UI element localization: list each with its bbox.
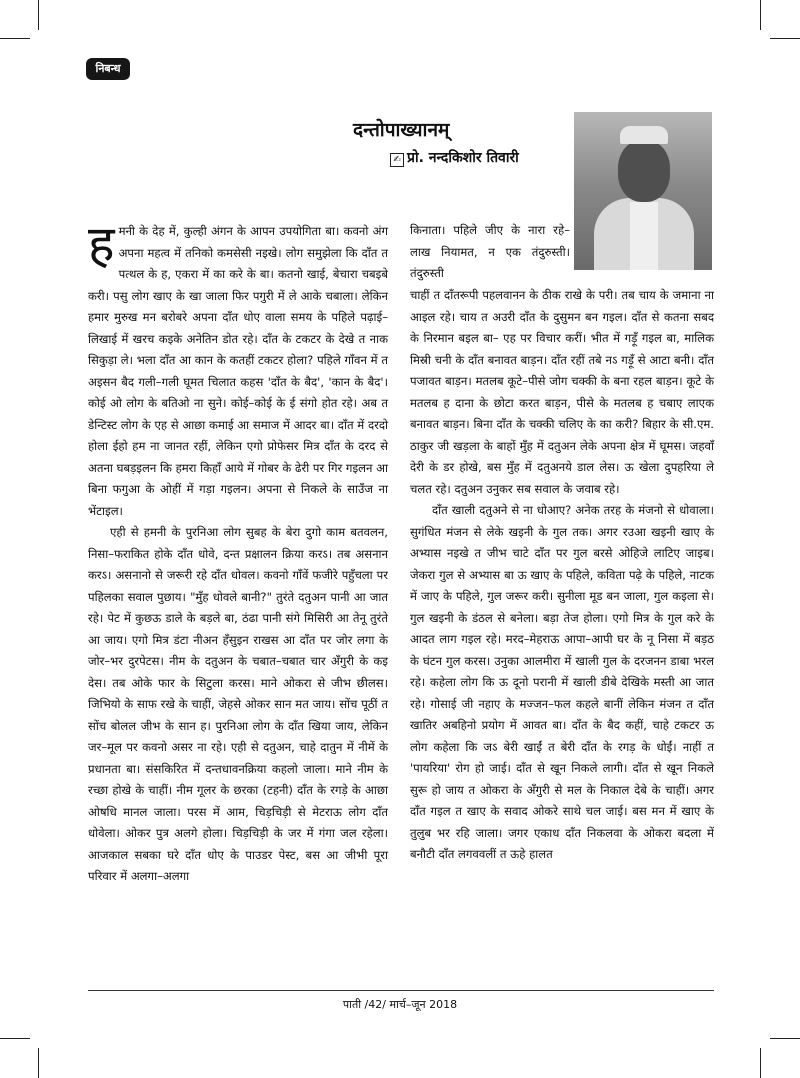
- body-paragraph: चाहीं त दाँतरूपी पहलवानन के ठीक राखे के परी। तब चाय के जमाना ना आइल रहे। चाय त अउरी दाँत के दुसुमन बन गइल। दाँत से कतना सबद के निरमान बइल बा– एह पर विचार करीं। भीत में गड़ूँ गइल बा, मालिक मिस्री चनी के दाँत बनावत बाड़न। दाँत रहीं तबे नऽ गड़ूँ से आटा बनी। दाँत पजावत बाड़न। मतलब कूटे–पीसे जोग चक्की के बना रहल बाड़न। कूटे के मतलब ह दाना के छोटा करत बाड़न, पीसे के मतलब ह चबाए लाएक बनावत बाड़न। बिना दाँत के चक्की चलिए के का करी? बिहार के सी.एम. ठाकुर जी खड़ला के बाहों मुँह में दतुअन लेके अपना क्षेत्र में घूमस। जहवाँ देरी के डर होखे, बस मुँह में दतुअनये डाल लेस। ऊ खेला दुपहरिया ले चलत रहे। दतुअन उनुकर सब सवाल के जवाब रहे।: [410, 288, 714, 496]
- footer-rule: [88, 990, 714, 991]
- crop-mark: [38, 1048, 39, 1078]
- crop-mark: [760, 1048, 761, 1078]
- crop-mark: [770, 38, 800, 39]
- crop-mark: [0, 1038, 30, 1039]
- drop-cap: ह: [88, 215, 115, 273]
- crop-mark: [760, 0, 761, 30]
- body-column-left: [88, 215, 388, 888]
- page-footer: पाती /42/ मार्च–जून 2018: [342, 998, 458, 1011]
- article-title: दन्तोपाख्यानम्: [353, 119, 450, 141]
- body-paragraph: दाँत खाली दतुअने से ना धोआए? अनेक तरह के मंजनो से धोवाला। सुगंधित मंजन से लेके खइनी के गुल तक। अगर रउआ खइनी खाए के अभ्यास नइखे त जीभ चाटे दाँत पर गुल बरसे ओहिजे लाटिए जाइब। जेकरा गुल से अभ्यास बा ऊ खाए के पहिले, कविता पढ़े के पहिले, नाटक में जाए के पहिले, गुल जरूर करी। सुनीला मूड बन जाला, गुल कइला से। गुल खइनी के डंठल से बनेला। बड़ा तेज होला। एगो मित्र के गुल करे के आदत लाग गइल रहे। मरद–मेहराऊ आपा–आपी घर के नू निसा में बड़ठ के घंटन गुल करस। उनुका आलमीरा में खाली गुल के दरजनन डाबा भरल रहे। कहेला लोग कि ऊ दूनो परानी में खाली डीबे देखिके मस्ती आ जात रहे। गोसाई जी नहाए के मज्जन–फल कहले बानीं लेकिन मंजन त दाँत खातिर अबहिनो प्रयोग में आवत बा। दाँत के बैद कहीं, चाहे टकटर ऊ लोग कहेला कि जऽ बेरी खाईं त बेरी दाँत के रगड़ के धोईं। नाहीं त 'पायरिया' रोग हो जाई। दाँत से खून निकले लागी। दाँत से खून निकले सुरू हो जाय त ओकरा के अँगुरी से मल के निकाल देबे के चाहीं। अगर दाँत गइल त खाए के सवाद ओकरे साथे चल जाई। बस मन में खाए के तुलुब भर रहि जाला। जगर एकाध दाँत निकलवा के ओकरा बदला में बनौटी दाँत लगववलीं त ऊहे हालत: [410, 503, 714, 861]
- body-paragraph: किनाता। पहिले जीए के नारा रहे– लाख नियामत, न एक तंदुरुस्ती। तंदुरुस्ती: [410, 223, 570, 280]
- author-icon: ✍: [390, 153, 404, 167]
- paragraph-text: मनी के देह में, कुल्ही अंगन के आपन उपयोगिता बा। कवनो अंग अपना महत्व में तनिको कमसेसी नइखे। लोग समुझेला कि दाँत त पत्थल के ह, एकरा में का करे के बा। कतनो खाई, बेचारा चबइबे करी। पसु लोग खाए के खा जाला फिर पगुरी में ले आके चबाला। लेकिन हमार मुरुख मन बरोबरे अपना दाँत धोए वाला समय के पहिले पढ़ाई–लिखाई में खरच कइके अनेतिन डोत रहे। दाँत के टकटर के देखे त नाक सिकुड़ा ले। भला दाँत आ कान के कतहीं टकटर होला? पहिले गाँवन में त अइसन बैद गली–गली घूमत चिलात कहस 'दाँत के बैद', 'कान के बैद'। कोई ओ लोग के बतिओ ना सुने। कोई–कोई के ई संगो होत रहे। अब त डेन्टिस्ट लोग के एह से आछा कमाई आ समाज में आदर बा। दाँत में दरदो होला ईहो हम ना जानत रहीं, लेकिन एगो प्रोफेसर मित्र दाँत के दरद से अतना घबड़इलन कि हमरा किहाँ आये में गोबर के ढेरी पर गिर गइलन आ बिना फगुआ के ओहीं में गड़ा गइलन। अपना से निकले के साउँज ना भेंटाइल।: [88, 224, 388, 518]
- author-photo: [574, 112, 712, 270]
- author-name: प्रो. नन्दकिशोर तिवारी: [407, 150, 519, 166]
- section-badge: निबन्ध: [86, 58, 130, 80]
- crop-mark: [770, 1038, 800, 1039]
- body-column-right: [410, 285, 714, 866]
- crop-mark: [38, 0, 39, 30]
- body-column-right-top: [410, 220, 570, 285]
- crop-mark: [0, 38, 30, 39]
- photo-figure-vest: [630, 202, 658, 270]
- photo-figure-face: [618, 140, 670, 202]
- photo-figure-cap: [620, 126, 668, 144]
- body-paragraph: [88, 522, 388, 888]
- body-paragraph: [88, 215, 388, 522]
- paragraph-text: एही से हमनी के पुरनिआ लोग सुबह के बेरा दुगो काम बतवलन, निसा–फराकित होके दाँत धोवे, दन्त प्रक्षालन क्रिया करऽ। तब असनान करऽ। असनानो से जरूरी रहे दाँत धोवल। कवनो गाँवें फजीरे पहुँचला पर पहिलका सवाल पुछाय। "मुँह धोवले बानी?" तुरंते दतुअन पानी आ जात रहे। पेट में कुछऊ डाले के बड़ले बा, ठंढा पानी संगे मिसिरी आ तेनू तुरंते आ जाय। एगो मित्र डंटा नीअन हँसुइन राखस आ दाँत पर जोर लगा के जोर–भर दुरपेटस। नीम के दतुअन के चबात–चबात चार अँगुरी के कइ देस। तब ओके फार के सिटुला करस। माने ओकरा से जीभ छीलस। जिभियो के साफ रखे के चाहीं, जेहसे ओकर सान मत जाय। सोंच पूठीं त सोंच बोलल जीभ के सान ह। पुरनिआ लोग के दाँत खिया जाय, लेकिन जर–मूल पर कवनो असर ना रहे। एही से दतुअन, चाहे दातुन में नीमें के प्रधानता बा। संसकिरित में दन्तधावनक्रिया कहलो जाला। माने नीम के रच्छा होखे के चाहीं। नीम गूलर के छरका (टहनी) दाँत के रगड़े के आछा ओषधि मानल जाला। परस में आम, चिड़चिड़ी से मेटराऊ लोग दाँत धोवेला। ओकर पुत्र अलगे होला। चिड़चिड़ी के जर में गंगा जल रहेला। आजकाल सबका घरे दाँत धोए के पाउडर पेस्ट, बस आ जीभी पूरा परिवार में अलगा–अलगा: [88, 525, 388, 883]
